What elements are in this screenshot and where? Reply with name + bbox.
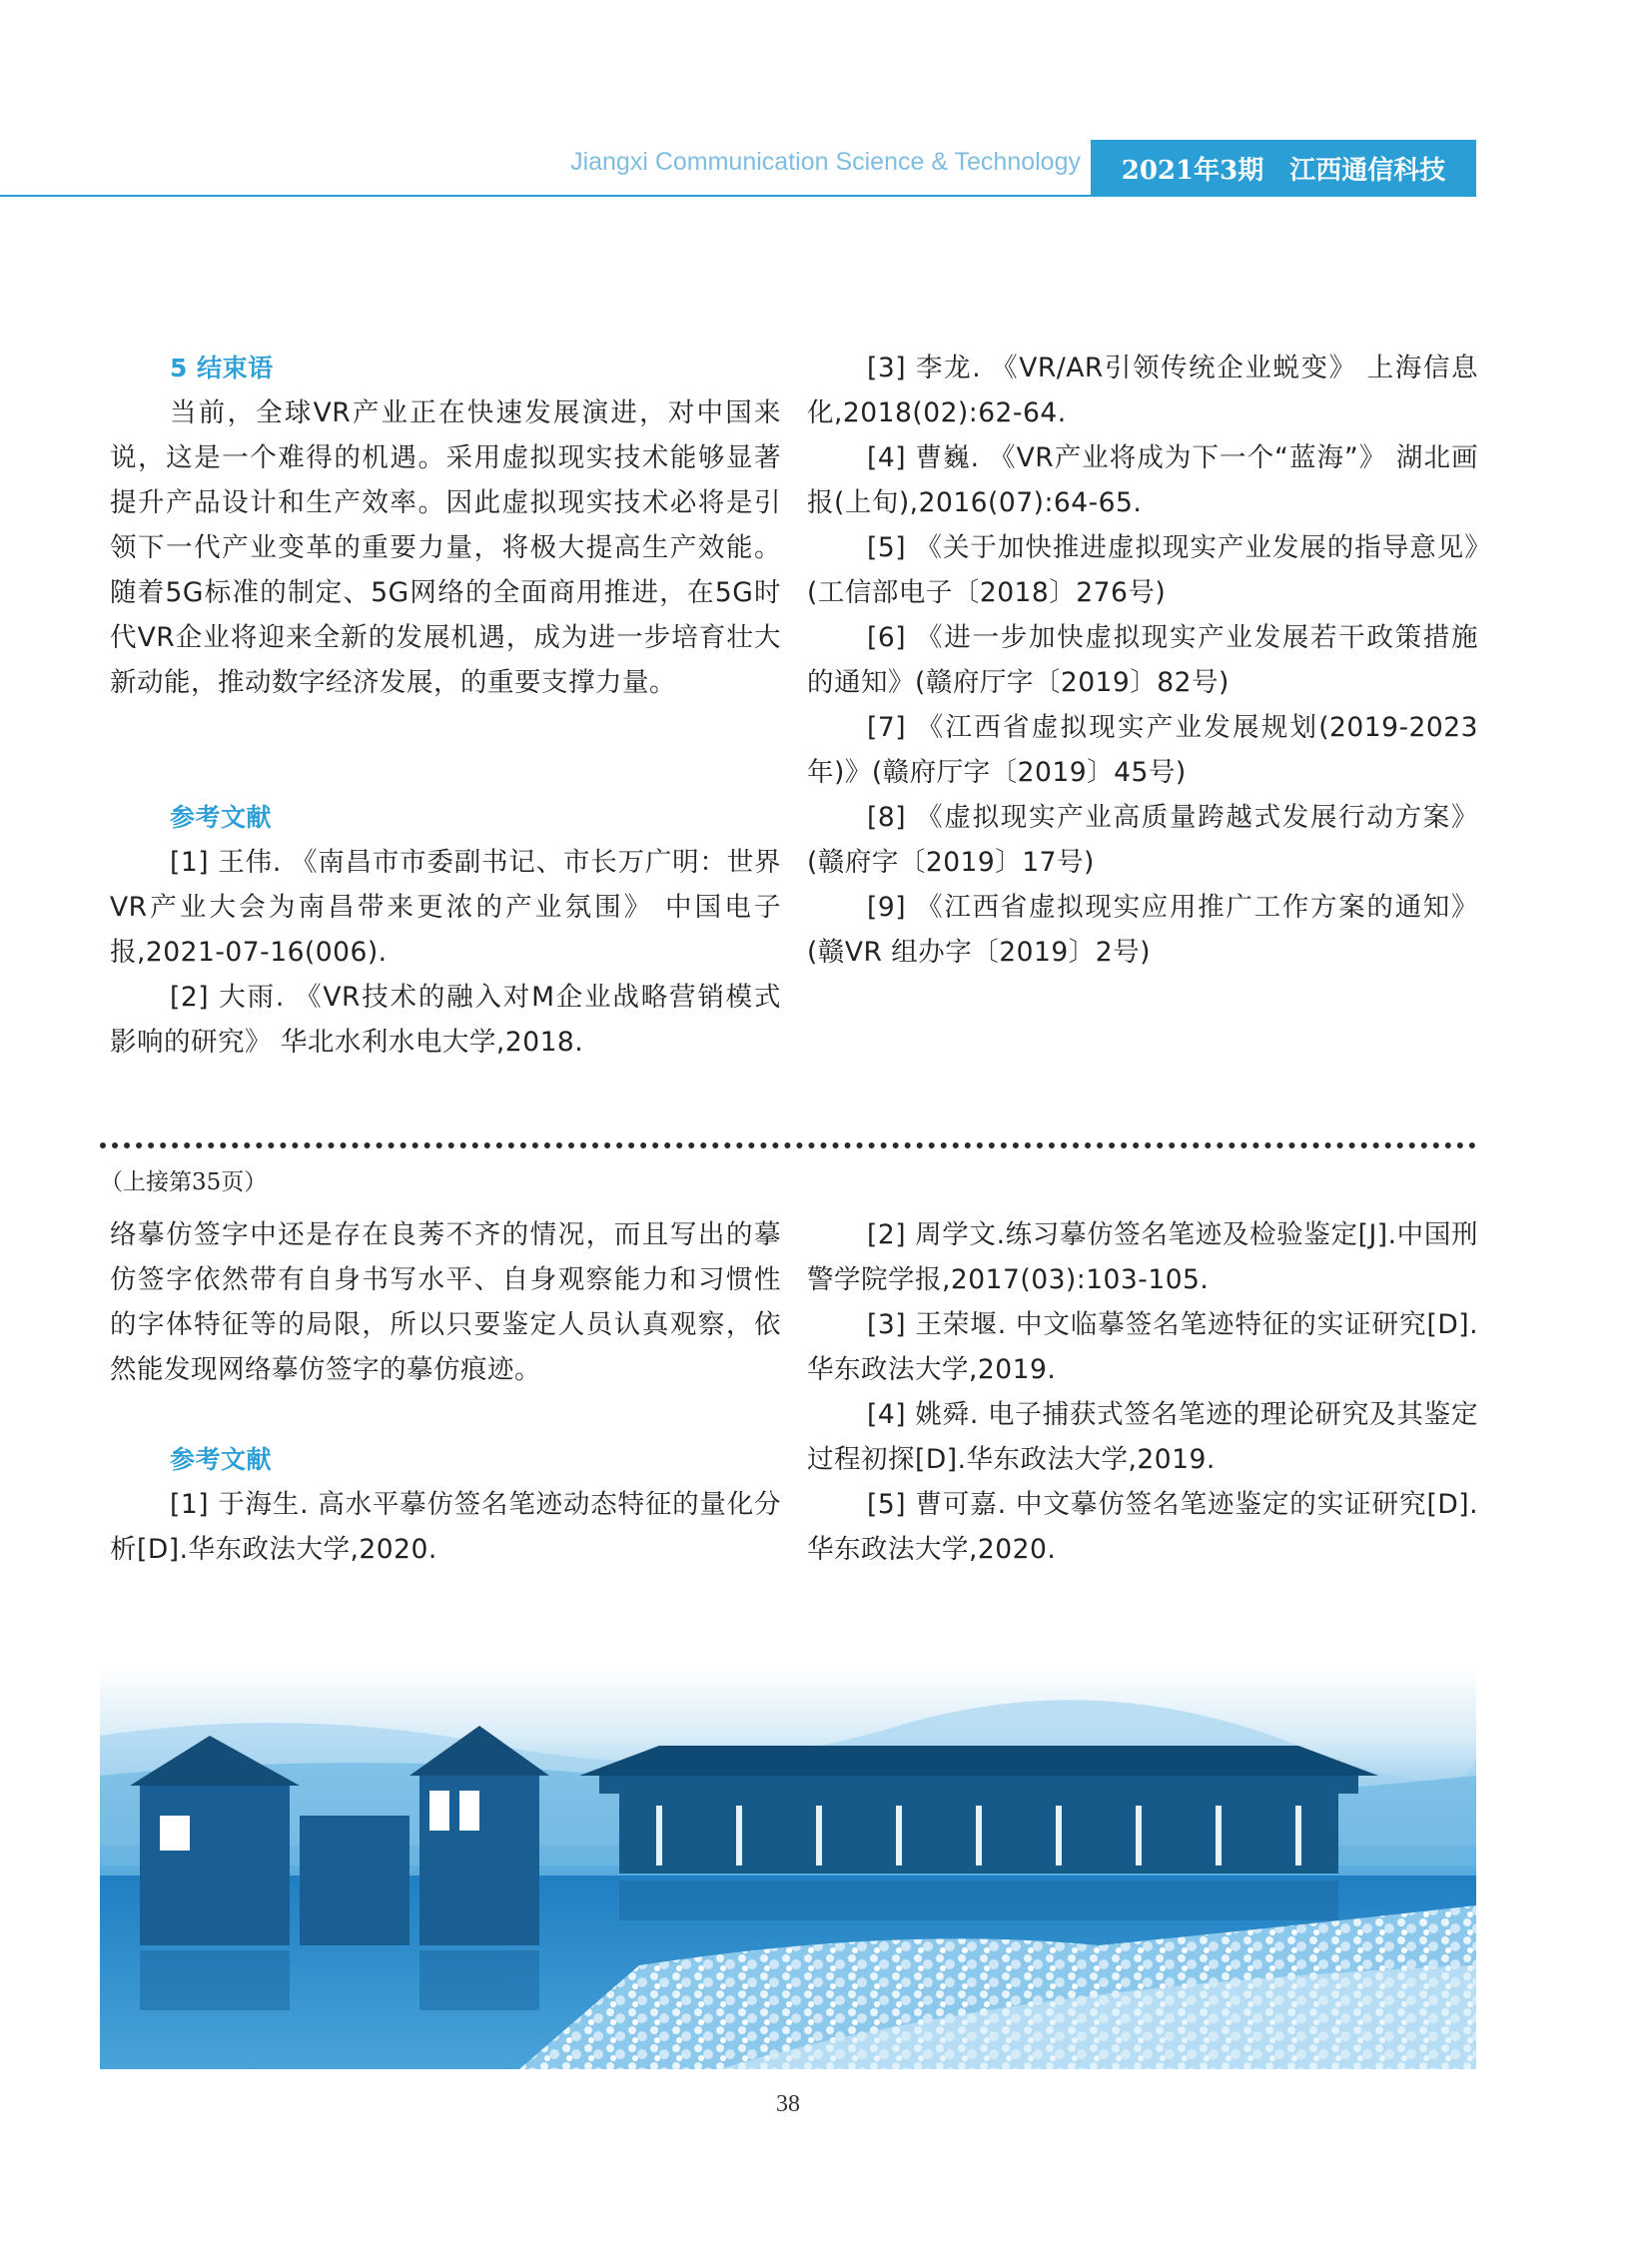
conclusion-column [110,346,781,1065]
references-column-right [807,346,1478,975]
continuation-paragraph: 络摹仿签字中还是存在良莠不齐的情况，而且写出的摹仿签字依然带有自身书写水平、自身观察能力和习惯性的字体特征等的局限，所以只要鉴定人员认真观察，依然能发现网络摹仿签字的摹仿痕迹。 [110,1219,781,1385]
issue-number: 2021年3期 [1121,155,1264,186]
issue-banner [1091,140,1476,196]
references-list-right [807,346,1478,975]
journal-name-chinese: 江西通信科技 [1289,155,1446,186]
reference-item: [6] 《进一步加快虚拟现实产业发展若干政策措施的通知》(赣府厅字〔2019〕82号) [807,622,1478,698]
decorative-landscape-image [100,1666,1476,2069]
references-list-left [110,840,781,1065]
covered-bridge-illustration [100,1666,1476,2069]
page-number: 38 [776,2091,800,2117]
reference-item: [3] 李龙. 《VR/AR引领传统企业蜕变》 上海信息化,2018(02):62-64. [807,353,1478,428]
references-heading: 参考文献 [170,803,273,832]
references-heading-bottom: 参考文献 [170,1445,273,1474]
reference-item: [4] 曹巍. 《VR产业将成为下一个“蓝海”》 湖北画报(上旬),2016(07):64-65. [807,442,1478,518]
conclusion-paragraph: 当前，全球VR产业正在快速发展演进，对中国来说，这是一个难得的机遇。采用虚拟现实技术能够显著提升产品设计和生产效率。因此虚拟现实技术必将是引领下一代产业变革的重要力量，将极大提高生产效能。随着5G标准的制定、5G网络的全面商用推进，在5G时代VR企业将迎来全新的发展机遇，成为进一步培育壮大新动能，推动数字经济发展，的重要支撑力量。 [110,397,781,698]
reference-item: [8] 《虚拟现实产业高质量跨越式发展行动方案》(赣府字〔2019〕17号) [807,802,1478,878]
reference-item: [1] 王伟. 《南昌市市委副书记、市长万广明：世界VR产业大会为南昌带来更浓的产业氛围》 中国电子报,2021-07-16(006). [110,847,781,968]
reference-item: [5] 《关于加快推进虚拟现实产业发展的指导意见》(工信部电子〔2018〕276号) [807,532,1478,608]
reference-item: [2] 大雨. 《VR技术的融入对M企业战略营销模式影响的研究》 华北水利水电大学,2018. [110,982,781,1058]
reference-item: [7] 《江西省虚拟现实产业发展规划(2019-2023年)》(赣府厅字〔2019〕45号) [807,712,1478,788]
reference-item: [5] 曹可嘉. 中文摹仿签名笔迹鉴定的实证研究[D].华东政法大学,2020. [807,1489,1478,1565]
reference-item: [1] 于海生. 高水平摹仿签名笔迹动态特征的量化分析[D].华东政法大学,2020. [110,1489,781,1565]
reference-item: [3] 王荣堰. 中文临摹签名笔迹特征的实证研究[D].华东政法大学,2019. [807,1309,1478,1385]
continued-from-label: （上接第35页） [100,1169,268,1195]
journal-name-english: Jiangxi Communication Science & Technology [570,148,1081,176]
references-list-bottom-right [807,1212,1478,1572]
references-column-bottom-right [807,1212,1478,1572]
continuation-column [110,1212,781,1572]
dotted-divider [100,1142,1476,1148]
reference-item: [4] 姚舜. 电子捕获式签名笔迹的理论研究及其鉴定过程初探[D].华东政法大学,2019. [807,1399,1478,1475]
reference-item: [2] 周学文.练习摹仿签名笔迹及检验鉴定[J].中国刑警学院学报,2017(03):103-105. [807,1219,1478,1295]
conclusion-heading: 5 结束语 [170,354,274,382]
reference-item: [9] 《江西省虚拟现实应用推广工作方案的通知》(赣VR 组办字〔2019〕2号) [807,892,1478,968]
references-list-bottom-left [110,1482,781,1572]
